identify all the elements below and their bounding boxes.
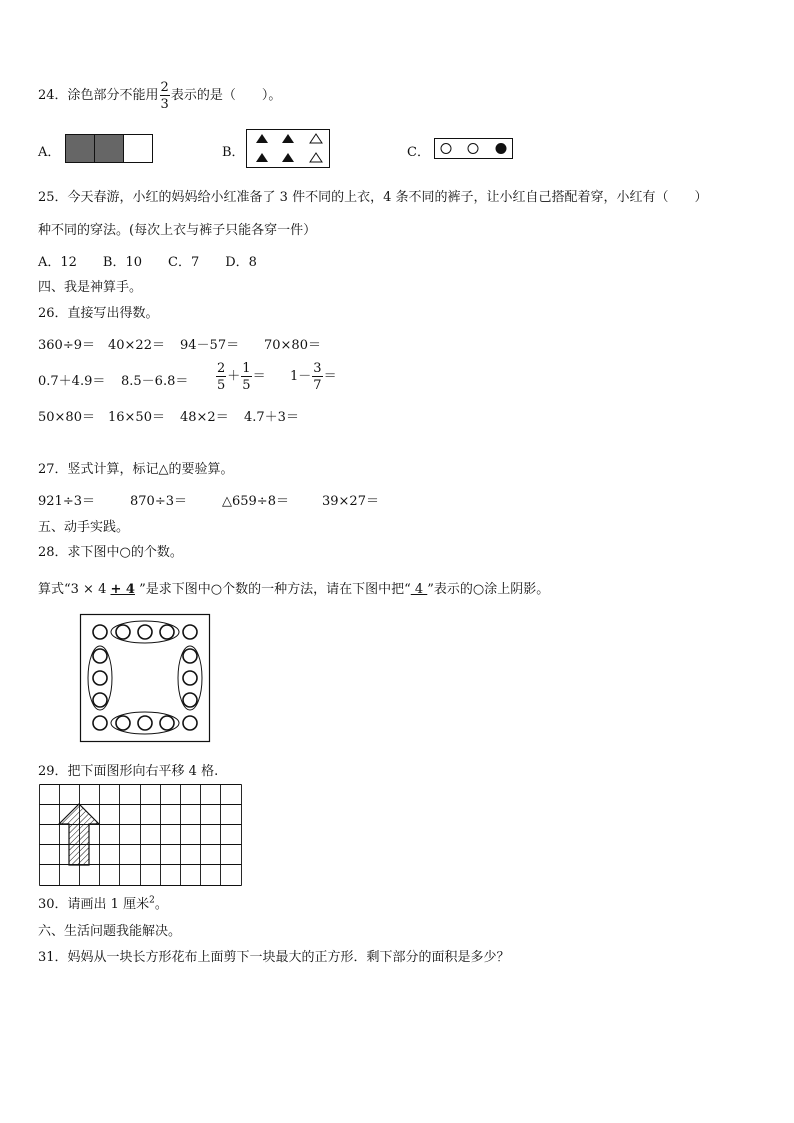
q25-line1: 25．今天春游，小红的妈妈给小红准备了 3 件不同的上衣，4 条不同的裤子，让小红自己搭配着穿，小红有（ ） (38, 190, 708, 205)
figure-frame (81, 615, 210, 742)
q28-title: 28．求下图中○的个数。 (38, 545, 183, 560)
fraction-two-thirds: $\frac{2}{3}$ (160, 79, 169, 112)
q26-title: 26．直接写出得数。 (38, 306, 159, 321)
q25-options: A．12 B．10 C．7 D．8 (38, 255, 257, 270)
q24-stem: 24．涂色部分不能用 $\frac{2}{3}$ 表示的是（ ）。 (38, 79, 282, 112)
q26-fraction-sum: $\frac{2}{5}$ ＋ $\frac{1}{5}$ ＝ (217, 360, 266, 393)
section-6-heading: 六、生活问题我能解决。 (38, 924, 182, 939)
q27-item: 870÷3＝ (130, 494, 187, 509)
q30-title: 30．请画出 1 厘米$^2$。 (38, 895, 168, 912)
shaded-part-1 (66, 135, 95, 163)
q27-item: 39×27＝ (322, 494, 379, 509)
option-b-figure (246, 129, 330, 169)
q25-line2: 种不同的穿法。(每次上衣与裤子只能各穿一件） (38, 223, 317, 238)
section-5-heading: 五、动手实践。 (38, 520, 130, 535)
q24-option-c-label: C． (407, 145, 430, 160)
q26-item: 70×80＝ (264, 338, 321, 353)
option-c-figure (434, 138, 514, 160)
shaded-part-2 (95, 135, 124, 163)
q24-option-a-label: A． (38, 145, 61, 160)
q28-instruction: 算式“3 × 4 + 4 ”是求下图中○个数的一种方法，请在下图中把“ 4 ”表示的○涂上阴影。 (38, 582, 550, 597)
q26-item: 4.7＋3＝ (244, 410, 299, 425)
q24-option-b-label: B． (222, 145, 245, 160)
q31-title: 31．妈妈从一块长方形花布上面剪下一块最大的正方形．剩下部分的面积是多少？ (38, 950, 510, 965)
hatched-arrow-shape (59, 804, 99, 865)
blank-part (124, 135, 153, 163)
q27-title: 27．竖式计算，标记△的要验算。 (38, 462, 234, 477)
section-4-heading: 四、我是神算手。 (38, 280, 143, 295)
translation-grid-figure (39, 784, 242, 887)
q26-item: 8.5－6.8＝ (121, 374, 189, 389)
q26-item: 48×2＝ (180, 410, 229, 425)
q26-item: 40×22＝ (108, 338, 165, 353)
q26-item: 0.7＋4.9＝ (38, 374, 106, 389)
q27-item: △659÷8＝ (222, 494, 289, 509)
q27-item: 921÷3＝ (38, 494, 95, 509)
q26-one-minus-fraction: 1－ $\frac{3}{7}$ ＝ (290, 360, 337, 393)
q26-item: 16×50＝ (108, 410, 165, 425)
filled-circle (496, 144, 506, 154)
q26-item: 50×80＝ (38, 410, 95, 425)
q26-item: 94－57＝ (180, 338, 240, 353)
q29-title: 29．把下面图形向右平移 4 格. (38, 764, 219, 779)
q26-item: 360÷9＝ (38, 338, 95, 353)
option-a-figure (65, 134, 153, 164)
circle-arrangement-figure (80, 614, 210, 742)
